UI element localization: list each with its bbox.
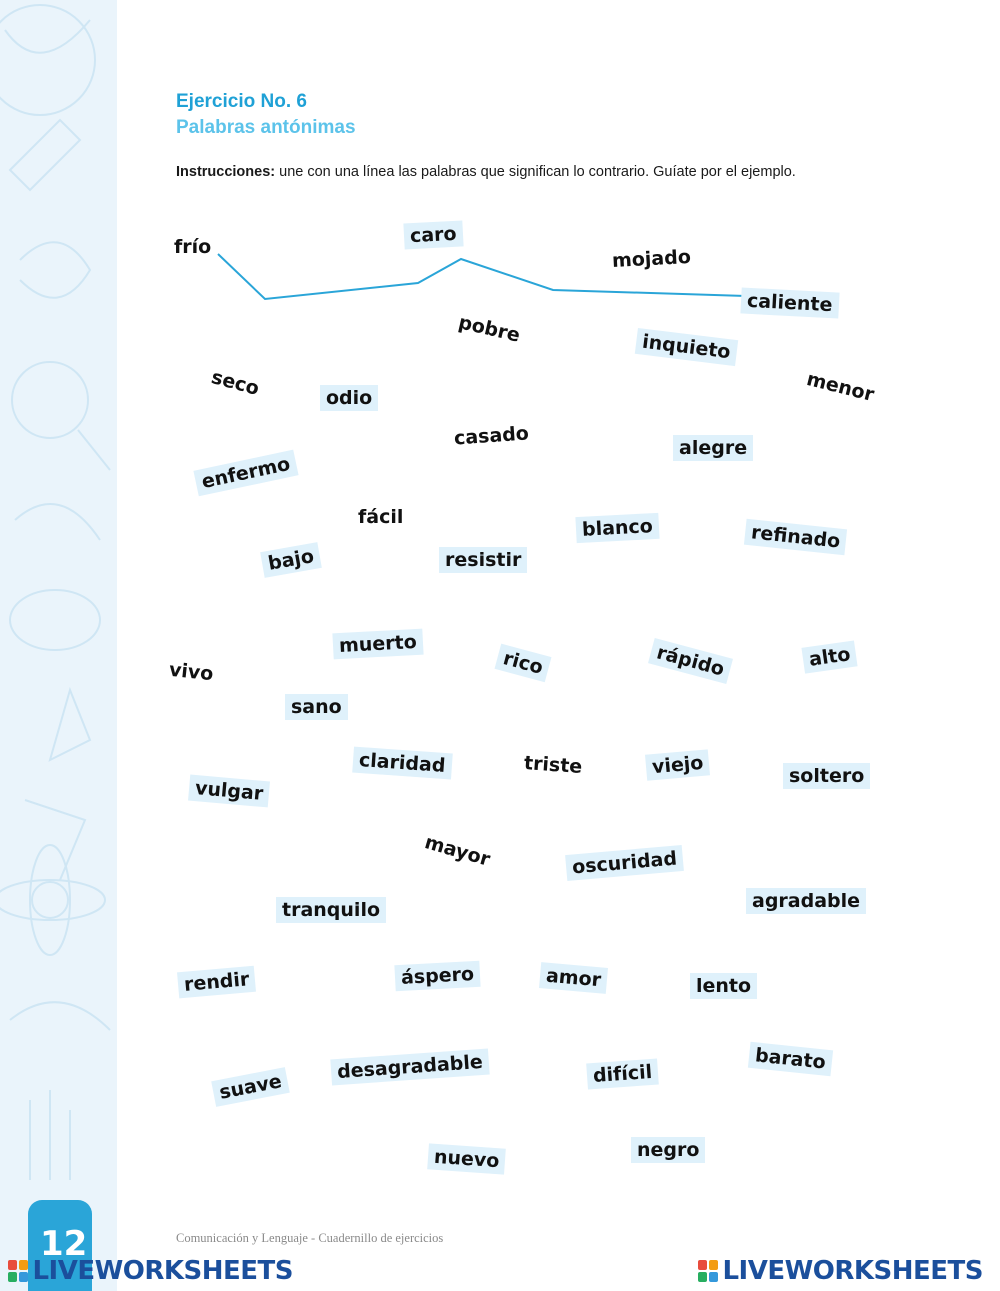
word-alegre[interactable]: alegre [673, 435, 753, 461]
word-dificil[interactable]: difícil [586, 1059, 659, 1090]
word-amor[interactable]: amor [539, 962, 608, 994]
book-title: Comunicación y Lenguaje - Cuadernillo de ejercicios [176, 1231, 444, 1245]
word-vivo[interactable]: vivo [167, 658, 215, 686]
word-facil[interactable]: fácil [358, 506, 404, 528]
word-barato[interactable]: barato [748, 1042, 833, 1077]
brand-logo-left [8, 1256, 293, 1286]
word-claridad[interactable]: claridad [352, 747, 452, 780]
word-inquieto[interactable]: inquieto [635, 328, 738, 366]
word-triste[interactable]: triste [523, 751, 583, 779]
word-vulgar[interactable]: vulgar [188, 775, 270, 808]
word-odio[interactable]: odio [320, 385, 378, 411]
word-blanco[interactable]: blanco [575, 513, 659, 543]
exercise-subtitle: Palabras antónimas [176, 117, 356, 138]
word-frio[interactable]: frío [174, 236, 212, 258]
word-mayor[interactable]: mayor [422, 831, 493, 871]
exercise-title: Ejercicio No. 6 [176, 91, 307, 112]
word-nuevo[interactable]: nuevo [427, 1143, 506, 1174]
word-rendir[interactable]: rendir [177, 966, 256, 999]
word-oscuridad[interactable]: oscuridad [565, 845, 684, 881]
word-sano[interactable]: sano [285, 694, 348, 720]
word-rapido[interactable]: rápido [648, 638, 733, 684]
liveworksheets-logo-icon [8, 1260, 28, 1282]
word-negro[interactable]: negro [631, 1137, 705, 1163]
word-suave[interactable]: suave [211, 1067, 290, 1107]
brand-name: LIVEWORKSHEETS [722, 1256, 983, 1286]
word-alto[interactable]: alto [801, 640, 858, 673]
word-pobre[interactable]: pobre [456, 311, 523, 347]
word-caro[interactable]: caro [403, 220, 463, 249]
word-resistir[interactable]: resistir [439, 547, 527, 573]
word-menor[interactable]: menor [804, 368, 877, 406]
brand-logo-right [698, 1256, 983, 1286]
word-aspero[interactable]: áspero [394, 961, 480, 991]
word-seco[interactable]: seco [208, 366, 262, 400]
word-soltero[interactable]: soltero [783, 763, 870, 789]
word-agradable[interactable]: agradable [746, 888, 866, 914]
word-muerto[interactable]: muerto [332, 629, 423, 660]
instructions-label: Instrucciones: [176, 164, 276, 180]
word-enfermo[interactable]: enfermo [193, 450, 298, 497]
page-number: 12 [40, 1224, 88, 1264]
word-viejo[interactable]: viejo [645, 749, 710, 780]
brand-name: LIVEWORKSHEETS [32, 1256, 293, 1286]
word-caliente[interactable]: caliente [740, 287, 839, 318]
word-lento[interactable]: lento [690, 973, 757, 999]
liveworksheets-logo-icon [698, 1260, 718, 1282]
word-desagradable[interactable]: desagradable [330, 1049, 489, 1086]
word-tranquilo[interactable]: tranquilo [276, 897, 386, 923]
word-casado[interactable]: casado [453, 422, 530, 450]
instructions-text: une con una línea las palabras que significan lo contrario. Guíate por el ejemplo. [275, 164, 796, 180]
word-refinado[interactable]: refinado [744, 519, 848, 555]
word-bajo[interactable]: bajo [260, 542, 322, 578]
word-mojado[interactable]: mojado [611, 245, 692, 273]
word-rico[interactable]: rico [495, 644, 552, 683]
